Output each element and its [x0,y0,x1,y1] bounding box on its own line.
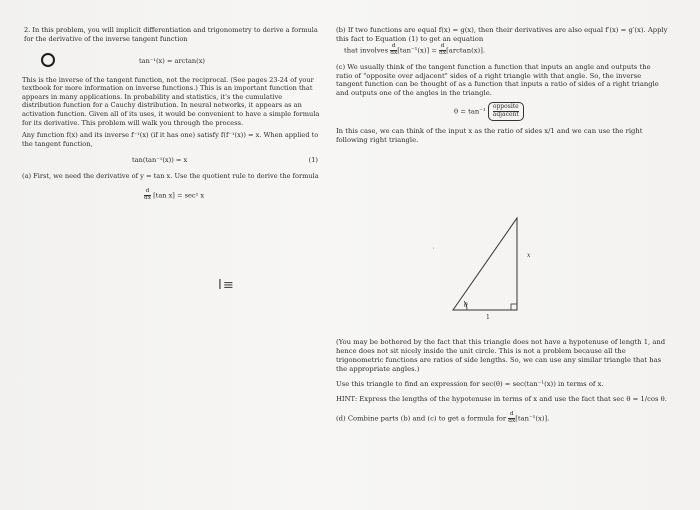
d-numerator: d [145,187,150,194]
small-mark-label: ' [433,247,435,253]
d-numerator-b1: d [391,42,396,49]
part-d [336,412,668,425]
ratio-bottom: adjacent [492,111,519,119]
right-angle-marker [511,304,517,310]
part-d-text: (d) Combine parts (b) and (c) to get a formula for [336,414,507,423]
dx-denominator-d: dx [508,417,516,424]
part-b-mid: [tan⁻¹(x)] = [397,46,437,55]
d-numerator-d: d [509,410,514,417]
triangle-base-label: 1 [486,314,490,321]
inverse-paragraph: This is the inverse of the tangent function, not the reciprocal. (See pages 23-24 of your textbook for more information on inverse functions.) This is an important function that appears in many applications. In probability and statistics, it's the cumulative distribution function for a Cauchy distribution. In neural networks, it appears as an activation function. Given all of its uses, it would be convenient to have a simple formula for its derivative. This problem will walk you through the process. [22,75,320,127]
triangle-angle-label: θ [464,302,468,309]
right-column [336,26,668,145]
hint-text: HINT: Express the lengths of the hypotenuse in terms of x and use the fact that sec θ = 1/cos θ. [336,394,667,403]
bother-note: (You may be bothered by the fact that this triangle does not have a hypotenuse of length 1, and hence does not sit nicely inside the unit circle. This is not a problem because all the trigonometric functions are ratios of side lengths. So, we can use any similar triangle that has the appropriate angles.) [336,338,666,373]
d-dx-fraction [144,189,151,202]
right-column-lower [336,338,668,424]
theta-equation [336,102,668,121]
theta-eq-text: θ = tan⁻¹ [454,107,486,116]
any-function-text: Any function f(x) and its inverse f⁻¹(x) (if it has one) satisfy f(f⁻¹(x)) = x. When applied to the tangent function, [22,131,319,148]
part-b-end: [arctan(x)]. [446,46,486,55]
part-c: (c) We usually think of the tangent function a function that inputs an angle and outputs the ratio of "opposite over adjacent" sides of a right triangle with that angle. So, the inverse tangent function can be thought of as a function that inputs a ratio of sides of a right triangle and outputs one of the angles in the triangle. [336,62,659,98]
d-numerator-b2: d [440,42,445,49]
part-b-prefix: that involves [344,46,389,55]
left-column [22,26,322,201]
cursor-mark-icon: I≡ [218,278,235,293]
derivative-formula [22,189,322,202]
derivative-body: [tan x] = sec² x [153,191,205,200]
equation-1 [22,156,322,168]
problem-intro: 2. In this problem, you will implicit differentiation and trigonometry to derive a formula for the derivative of the inverse tangent function [24,26,318,43]
case-text: In this case, we can think of the input x as the ratio of sides x/1 and we can use the right following right triangle. [336,127,643,145]
part-b-equation [336,44,668,57]
equation-1-body: tan(tan⁻¹(x)) = x [132,156,188,165]
arctan-equation: tan⁻¹(x) = arctan(x) [139,57,205,66]
dx-denominator-b1: dx [390,49,398,56]
triangle-shape [453,218,517,310]
ratio-box [488,102,524,121]
dx-denominator: dx [144,194,151,201]
use-triangle-text: Use this triangle to find an expression for sec(θ) = sec(tan⁻¹(x)) in terms of x. [336,379,604,388]
part-b: (b) If two functions are equal f(x) = g(x), then their derivatives are also equal f′(x) = g′(x). Apply this fact to Equation (1) to get an equation [336,26,668,43]
right-triangle-diagram [445,210,525,320]
triangle-side-label: x [527,252,531,259]
part-d-end: [tan⁻¹(x)]. [515,414,550,423]
ratio-top: opposite [492,103,519,111]
dx-denominator-b2: dx [439,49,447,56]
equation-1-number: (1) [308,156,318,165]
part-a: (a) First, we need the derivative of y = tan x. Use the quotient rule to derive the formula [22,172,319,181]
